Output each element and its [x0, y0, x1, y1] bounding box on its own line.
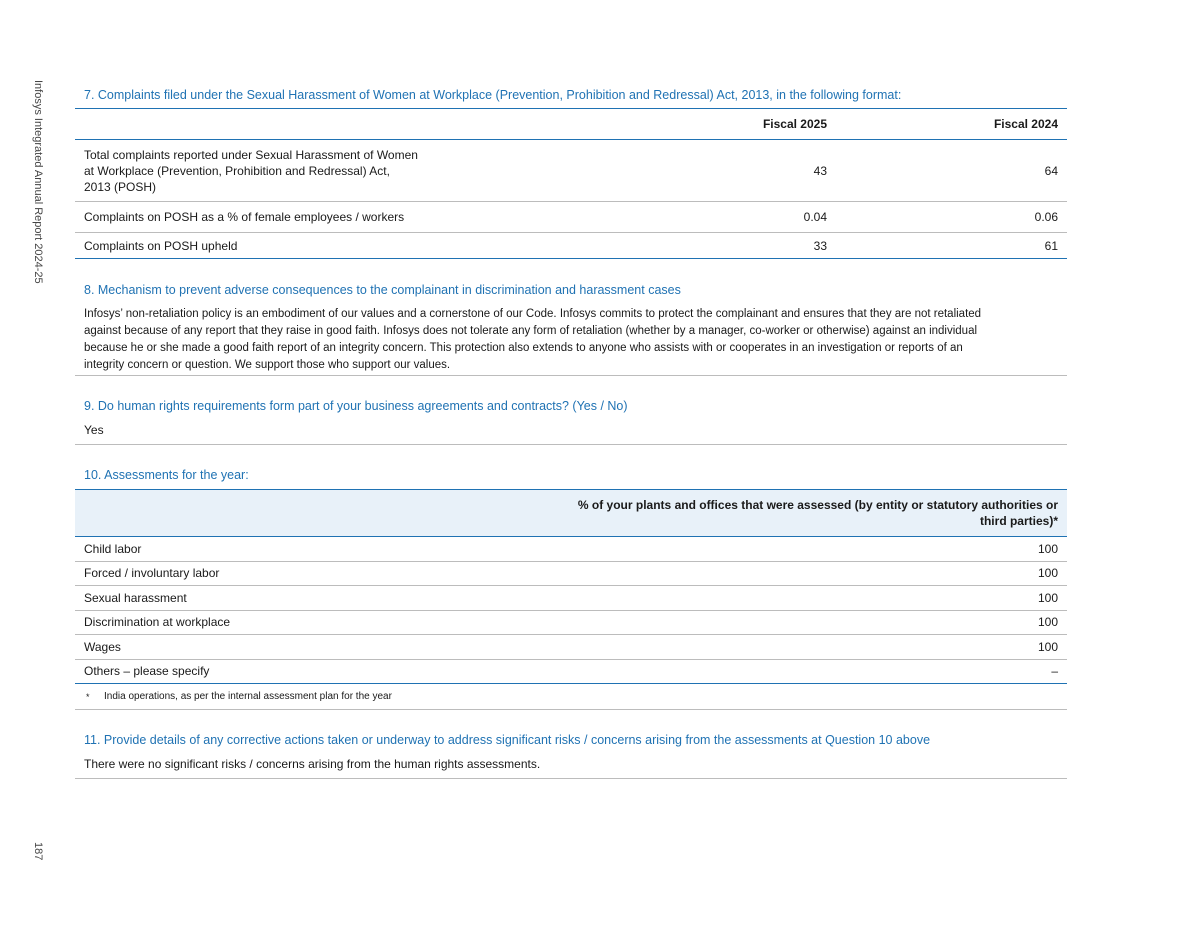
fy2025-value: 33 — [813, 238, 827, 253]
table-row — [75, 561, 1067, 586]
table-row — [75, 233, 1067, 259]
fy2024-value: 0.06 — [1034, 210, 1058, 224]
row-value: 100 — [1037, 615, 1058, 630]
table-row — [75, 537, 1067, 562]
row-value: – — [1051, 664, 1058, 679]
q9-answer: Yes — [84, 423, 104, 437]
q11-answer-block — [75, 756, 1067, 779]
assessments-table — [75, 489, 1067, 684]
col-fiscal-2024: Fiscal 2024 — [993, 117, 1058, 131]
posh-complaints-table — [75, 108, 1067, 259]
paragraph-line: Infosys’ non-retaliation policy is an embodiment of our values and a cornerstone of our Code. Infosys commits to protect the complainant and ensures that they are not retaliated — [84, 308, 982, 320]
q10-heading: 10. Assessments for the year: — [84, 468, 249, 482]
table-row — [75, 635, 1067, 660]
fy2024-value: 64 — [1044, 163, 1058, 178]
q8-heading: 8. Mechanism to prevent adverse consequences to the complainant in discrimination and harassment cases — [84, 283, 681, 297]
table-row — [75, 610, 1067, 635]
row-label-line: Total complaints reported under Sexual Harassment of Women — [84, 147, 418, 162]
row-value: 100 — [1037, 639, 1058, 654]
col-assessed-percent — [493, 490, 1067, 537]
row-value: 100 — [1037, 566, 1058, 581]
report-title: Infosys Integrated Annual Report 2024-25 — [32, 80, 44, 284]
table-row — [75, 140, 1067, 202]
q11-answer: There were no significant risks / concerns arising from the human rights assessments. — [84, 757, 541, 771]
paragraph-line: against because of any report that they raise in good faith. Infosys does not tolerate any form of retaliation (whether by a manager, co-worker or otherwise) against an individual — [84, 325, 978, 337]
footnote-marker: * — [86, 692, 90, 702]
row-label-line: at Workplace (Prevention, Prohibition and Redressal) Act, — [84, 163, 390, 178]
fy2025-value: 43 — [813, 163, 827, 178]
page-number: 187 — [32, 842, 44, 861]
row-value: 100 — [1037, 541, 1058, 556]
table-row — [75, 586, 1067, 611]
q8-body — [75, 306, 1067, 376]
row-label: Discrimination at workplace — [84, 615, 231, 630]
table-header-empty — [75, 490, 493, 537]
row-value: 100 — [1037, 590, 1058, 605]
row-label: Forced / involuntary labor — [84, 566, 220, 581]
fy2025-value: 0.04 — [803, 210, 827, 224]
paragraph-line: integrity concern or question. We support those who support our values. — [84, 359, 451, 371]
q11-heading: 11. Provide details of any corrective actions taken or underway to address significant risks / concerns arising from the assessments at Question 10 above — [84, 733, 931, 747]
row-label: Sexual harassment — [84, 590, 187, 605]
row-label: Complaints on POSH as a % of female employees / workers — [84, 210, 405, 224]
q10-footnote — [75, 687, 1067, 710]
row-label: Others – please specify — [84, 664, 210, 679]
header-line: % of your plants and offices that were assessed (by entity or statutory authorities or — [577, 498, 1058, 512]
paragraph-line: because he or she made a good faith report of an integrity concern. This protection also extends to anyone who assists with or cooperates in an investigation or reports of an — [84, 342, 963, 354]
fy2024-value: 61 — [1044, 238, 1058, 253]
row-label — [75, 140, 493, 202]
q7-heading: 7. Complaints filed under the Sexual Harassment of Women at Workplace (Prevention, Prohibition and Redressal) Act, 2013, in the following format: — [84, 88, 902, 102]
footnote-text: India operations, as per the internal assessment plan for the year — [104, 691, 392, 702]
q9-answer-block — [75, 422, 1067, 445]
row-label: Child labor — [84, 541, 142, 556]
row-label: Complaints on POSH upheld — [84, 238, 238, 253]
table-header-empty — [75, 109, 493, 140]
table-header-row — [75, 109, 1067, 140]
col-fiscal-2025: Fiscal 2025 — [762, 117, 827, 131]
table-row — [75, 202, 1067, 233]
q9-heading: 9. Do human rights requirements form part of your business agreements and contracts? (Yes / No) — [84, 399, 628, 413]
row-label: Wages — [84, 639, 121, 654]
table-row — [75, 659, 1067, 684]
table-header-row — [75, 490, 1067, 537]
header-line: third parties)* — [979, 514, 1058, 528]
row-label-line: 2013 (POSH) — [84, 179, 157, 194]
